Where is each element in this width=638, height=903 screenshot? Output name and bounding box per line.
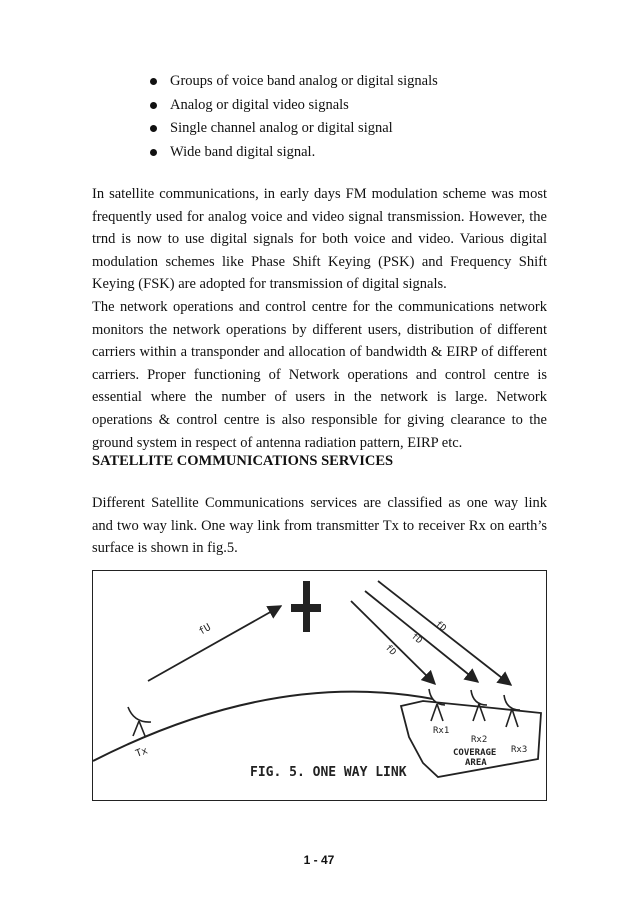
network-control-paragraph: The network operations and control centre for the communications network monitors the network operations by different users, distribution of different carriers within a transponder and allocation of bandwidth & EIRP of different carriers. Proper functioning of Network operations and control centre is essential where the number of users in the network is large. Network operations & control centre is also responsible for giving clearance to the ground system in respect of antenna radiation pattern, EIRP etc.	[92, 299, 547, 451]
signal-types-list	[148, 70, 438, 164]
bullet-icon	[150, 78, 157, 85]
coverage-area-label: AREA	[465, 758, 487, 768]
uplink-arrow	[148, 606, 281, 681]
downlink-arrow	[378, 581, 511, 685]
satellite-icon	[291, 581, 321, 632]
rx2-label: Rx2	[471, 735, 488, 745]
one-way-link-figure	[92, 570, 547, 801]
rx3-label: Rx3	[511, 745, 528, 755]
bullet-icon	[150, 102, 157, 109]
bullet-icon	[150, 149, 157, 156]
downlink-label: fD	[409, 631, 424, 647]
modulation-paragraph: In satellite communications, in early days FM modulation scheme was most frequently used for analog voice and video signal transmission. However, the trnd is now to use digital signals for both voice and video. Various digital modulation schemes like Phase Shift Keying (PSK) and Frequency Shift Keying (FSK) are adopted for transmission of digital signals.	[92, 186, 547, 293]
one-way-link-diagram	[93, 571, 547, 801]
list-item: Analog or digital video signals	[148, 94, 438, 118]
transmitter-antenna-icon	[128, 707, 151, 736]
downlink-label: fD	[382, 643, 398, 658]
receiver-antenna-icon	[429, 689, 445, 721]
page-number: 1 - 47	[303, 853, 335, 867]
rx1-label: Rx1	[433, 726, 450, 736]
tx-label: Tx	[134, 745, 150, 760]
coverage-area-label: COVERAGE	[453, 748, 497, 758]
uplink-label: fU	[197, 622, 213, 638]
downlink-label: fD	[433, 619, 448, 635]
list-item: Single channel analog or digital signal	[148, 117, 438, 141]
figure-caption: FIG. 5. ONE WAY LINK	[250, 765, 407, 780]
bullet-icon	[150, 125, 157, 132]
list-item: Wide band digital signal.	[148, 141, 438, 165]
list-item: Groups of voice band analog or digital signals	[148, 70, 438, 94]
section-heading: SATELLITE COMMUNICATIONS SERVICES	[92, 453, 394, 469]
link-types-paragraph: Different Satellite Communications services are classified as one way link and two way link. One way link from transmitter Tx to receiver Rx on earth’s surface is shown in fig.5.	[92, 495, 547, 557]
